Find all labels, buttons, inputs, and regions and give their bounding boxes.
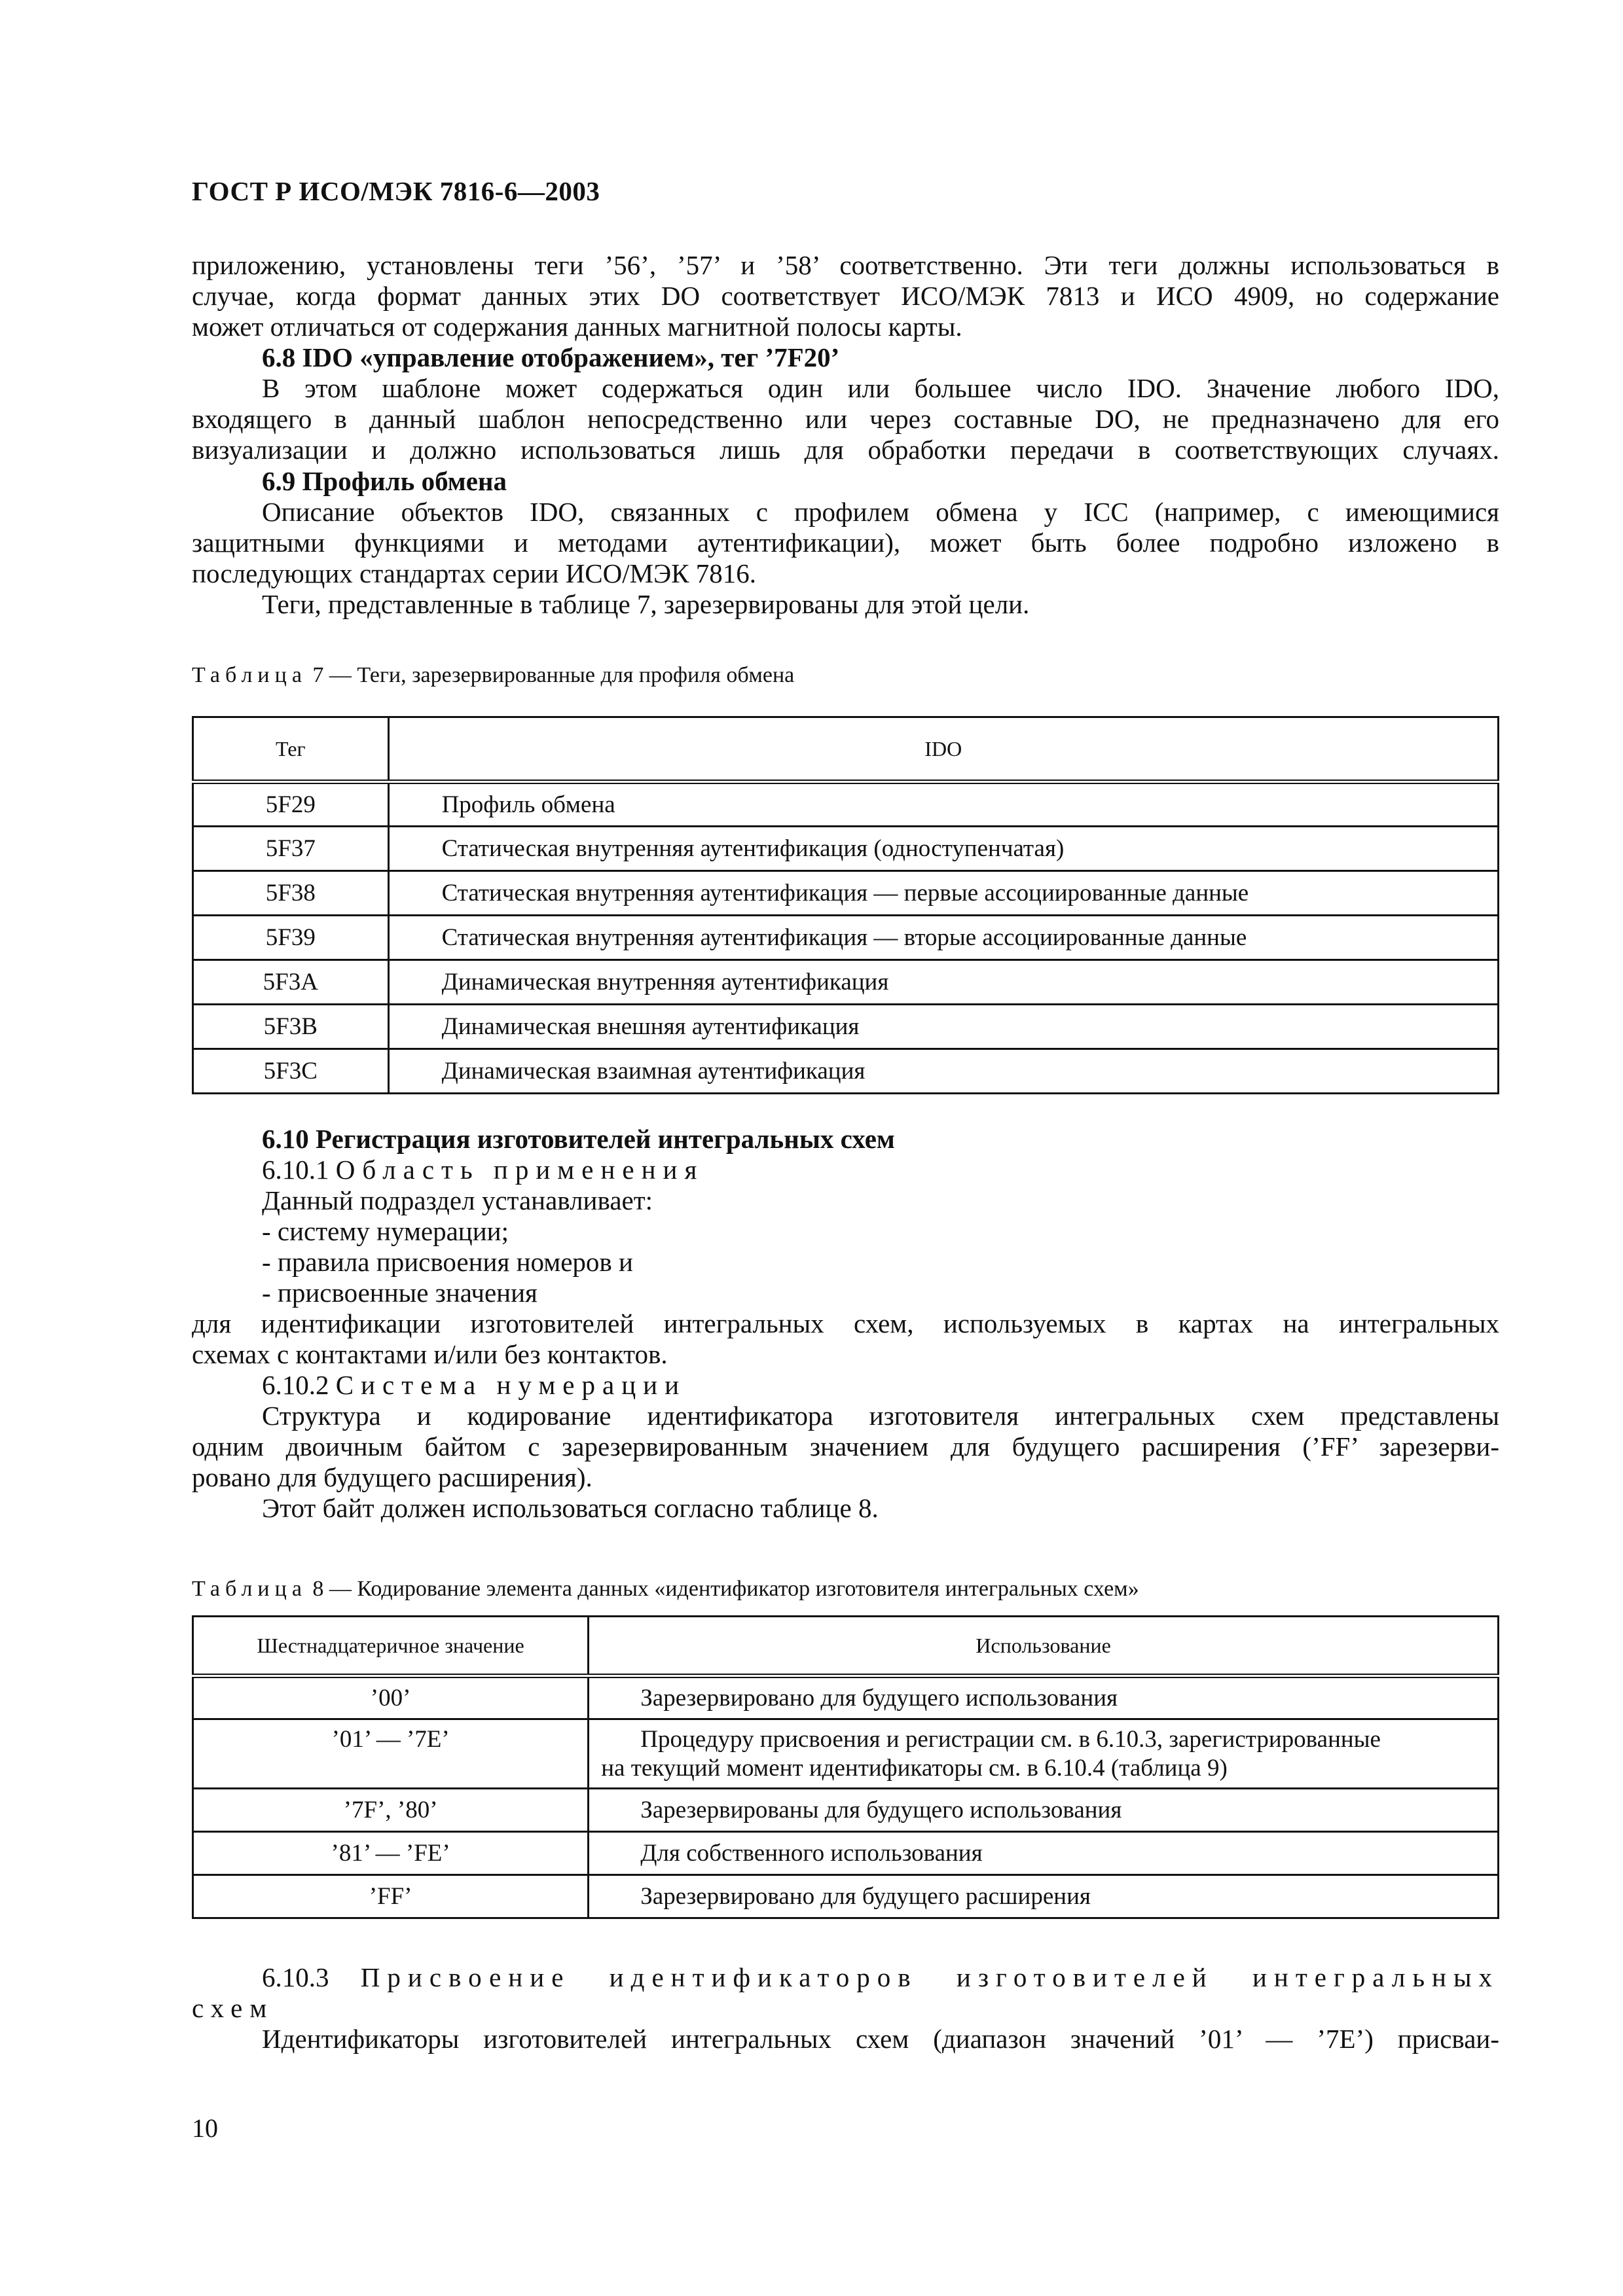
section-line: схемах с контактами и/или без контактов.: [192, 1339, 668, 1369]
column-header: Шестнадцатеричное значение: [193, 1617, 589, 1676]
table-row: [193, 1005, 1499, 1049]
hex-value-cell: ’FF’: [193, 1875, 589, 1918]
list-item: - систему нумерации;: [262, 1216, 509, 1246]
table-row: [193, 960, 1499, 1005]
usage-line: Процедуру присвоения и регистрации см. в 6.10.3, зарегистрированные: [640, 1725, 1381, 1753]
section-line: последующих стандартах серии ИСО/МЭК 7816.: [192, 558, 757, 588]
table-row: [193, 1676, 1499, 1719]
table-row: [193, 871, 1499, 916]
caption-text: 7 — Теги, зарезервированные для профиля обмена: [312, 663, 795, 687]
ido-cell: Динамическая внешняя аутентификация: [388, 1005, 1498, 1049]
subsection-title: Присвоение идентификаторов изготовителей интегральных: [360, 1962, 1499, 1992]
intro-line: случае, когда формат данных этих DO соответствует ИСО/МЭК 7813 и ИСО 4909, но содержание: [192, 281, 1499, 311]
list-item: - присвоенные значения: [262, 1278, 538, 1308]
subsection-title: схем: [192, 1993, 274, 2023]
table-8: [192, 1615, 1499, 1919]
caption-prefix: Таблица: [192, 1577, 307, 1601]
tag-cell: 5F39: [193, 916, 389, 960]
subsection-number: 6.10.2: [262, 1370, 329, 1400]
tag-cell: 5F3C: [193, 1049, 389, 1094]
table8-caption: [192, 1577, 1139, 1602]
usage-cell: [589, 1719, 1499, 1789]
table-row: [193, 827, 1499, 871]
hex-value-cell: ’7F’, ’80’: [193, 1789, 589, 1832]
tag-cell: 5F37: [193, 827, 389, 871]
section-line: В этом шаблоне может содержаться один или большее число IDO. Значение любого IDO,: [262, 373, 1499, 403]
ido-cell: Динамическая внутренняя аутентификация: [388, 960, 1498, 1005]
tag-cell: 5F38: [193, 871, 389, 916]
section-line: ровано для будущего расширения).: [192, 1462, 593, 1492]
table-header-row: [193, 1617, 1499, 1676]
table-row: [193, 1789, 1499, 1832]
intro-paragraph: [192, 250, 1499, 342]
column-header: IDO: [388, 717, 1498, 782]
tag-cell: 5F29: [193, 782, 389, 827]
ido-cell: Динамическая взаимная аутентификация: [388, 1049, 1498, 1094]
usage-cell: Зарезервировано для будущего расширения: [589, 1875, 1499, 1918]
section-heading: 6.10 Регистрация изготовителей интегральных схем: [262, 1124, 895, 1154]
table-header-row: [193, 717, 1499, 782]
subsection-6-10-3-title: [192, 1962, 1499, 1993]
table-row: [193, 916, 1499, 960]
table-row: [193, 1832, 1499, 1875]
tag-cell: 5F3B: [193, 1005, 389, 1049]
list-item: - правила присвоения номеров и: [262, 1247, 633, 1277]
subsection-6-10-1-title: [192, 1155, 1499, 1185]
section-line: Теги, представленные в таблице 7, зарезервированы для этой цели.: [262, 589, 1030, 619]
table7-caption: [192, 663, 794, 688]
section-line: входящего в данный шаблон непосредственно или через составные DO, не предназначено для его: [192, 404, 1499, 434]
section-heading: 6.9 Профиль обмена: [262, 466, 507, 496]
hex-value-cell: ’01’ — ’7E’: [193, 1719, 589, 1789]
usage-line: на текущий момент идентификаторы см. в 6.10.4 (таблица 9): [601, 1754, 1228, 1782]
table-row: [193, 1049, 1499, 1094]
subsection-number: 6.10.3: [262, 1962, 329, 1992]
tag-cell: 5F3A: [193, 960, 389, 1005]
section-6-9: [192, 466, 1499, 620]
ido-cell: Статическая внутренняя аутентификация (одноступенчатая): [388, 827, 1498, 871]
section-line: для идентификации изготовителей интегральных схем, используемых в картах на интегральных: [192, 1308, 1499, 1338]
subsection-6-10-2-title: [192, 1370, 1499, 1401]
caption-text: 8 — Кодирование элемента данных «идентификатор изготовителя интегральных схем»: [312, 1577, 1139, 1601]
section-line: Описание объектов IDO, связанных с профилем обмена у ICC (например, с имеющимися: [262, 497, 1499, 527]
page-number: 10: [192, 2113, 218, 2143]
subsection-title: Система нумерации: [335, 1370, 687, 1400]
table-7: [192, 716, 1499, 1094]
section-line: одним двоичным байтом с зарезервированным значением для будущего расширения (’FF’ зарезерви-: [192, 1431, 1499, 1462]
section-6-10-3: [192, 1962, 1499, 2054]
hex-value-cell: ’81’ — ’FE’: [193, 1832, 589, 1875]
section-line: визуализации и должно использоваться лишь для обработки передачи в соответствующих случаях.: [192, 435, 1499, 465]
ido-cell: Статическая внутренняя аутентификация — первые ассоциированные данные: [388, 871, 1498, 916]
hex-value-cell: ’00’: [193, 1676, 589, 1719]
table-row: [193, 1719, 1499, 1789]
intro-line: приложению, установлены теги ’56’, ’57’ и ’58’ соответственно. Эти теги должны использоваться в: [192, 250, 1499, 280]
usage-cell: Зарезервировано для будущего использования: [589, 1676, 1499, 1719]
table-row: [193, 1875, 1499, 1918]
section-line: Этот байт должен использоваться согласно таблице 8.: [262, 1493, 879, 1523]
section-line: Структура и кодирование идентификатора изготовителя интегральных схем представлены: [262, 1401, 1499, 1431]
usage-cell: Зарезервированы для будущего использования: [589, 1789, 1499, 1832]
section-line: защитными функциями и методами аутентификации), может быть более подробно изложено в: [192, 528, 1499, 558]
subsection-number: 6.10.1: [262, 1155, 329, 1185]
ido-cell: Профиль обмена: [388, 782, 1498, 827]
intro-line: может отличаться от содержания данных магнитной полосы карты.: [192, 312, 962, 342]
column-header: Тег: [193, 717, 389, 782]
column-header: Использование: [589, 1617, 1499, 1676]
ido-cell: Статическая внутренняя аутентификация — вторые ассоциированные данные: [388, 916, 1498, 960]
table-row: [193, 782, 1499, 827]
subsection-title: Область применения: [335, 1155, 704, 1185]
section-line: Данный подраздел устанавливает:: [262, 1185, 653, 1215]
section-line: Идентификаторы изготовителей интегральных схем (диапазон значений ’01’ — ’7E’) присваи-: [262, 2024, 1499, 2054]
document-header: ГОСТ Р ИСО/МЭК 7816-6—2003: [192, 176, 600, 206]
usage-cell: Для собственного использования: [589, 1832, 1499, 1875]
section-heading: 6.8 IDO «управление отображением», тег ’7F20’: [262, 342, 840, 372]
section-6-8: [192, 342, 1499, 465]
section-6-10: [192, 1124, 1499, 1524]
caption-prefix: Таблица: [192, 663, 307, 687]
